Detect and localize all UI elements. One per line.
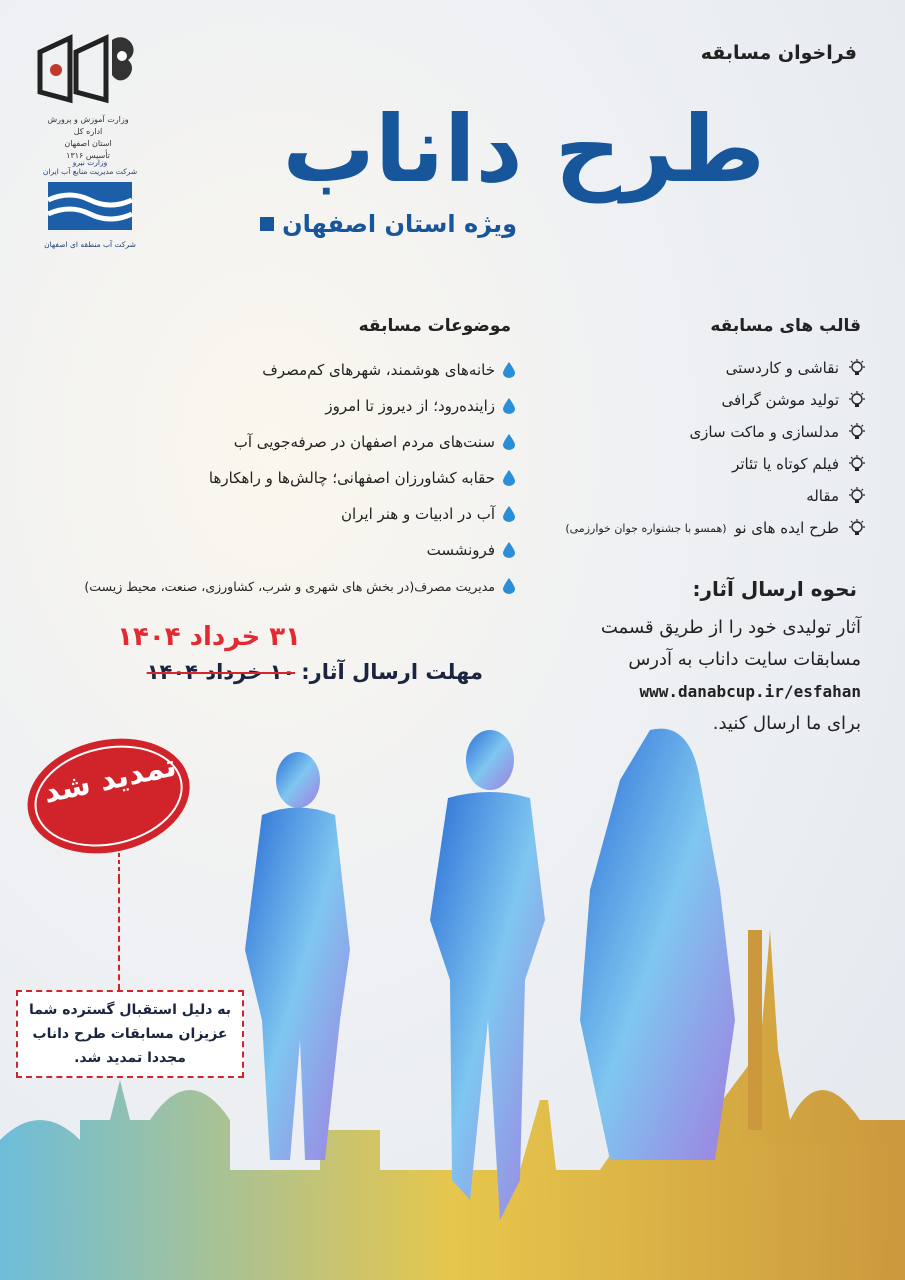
submission-line: مسابقات سایت داناب به آدرس [628, 649, 861, 670]
format-text: مقاله [806, 487, 839, 505]
water-drop-icon [503, 542, 515, 558]
stamp-text: تمدید شد [40, 748, 180, 811]
format-text: مدلسازی و ماکت سازی [689, 423, 839, 441]
submission-title: نحوه ارسال آثار: [692, 577, 857, 601]
lightbulb-icon [847, 454, 867, 474]
water-company-logo [40, 158, 140, 268]
old-deadline-date: ۱۰ خرداد ۱۴۰۴ [146, 660, 296, 684]
formats-title: قالب های مسابقه [710, 316, 861, 336]
list-item [15, 352, 515, 388]
figure-woman [580, 729, 735, 1160]
lightbulb-icon [847, 486, 867, 506]
figure-man [245, 752, 350, 1160]
education-logo-line: وزارت آموزش و پرورش [47, 115, 129, 124]
submission-line: برای ما ارسال کنید. [712, 713, 861, 734]
water-logo-top2: شرکت مدیریت منابع آب ایران [42, 167, 138, 176]
lightbulb-icon [847, 358, 867, 378]
list-item [15, 388, 515, 424]
deadline-label: مهلت ارسال آثار: [301, 660, 483, 684]
new-deadline-date: ۳۱ خرداد ۱۴۰۴ [117, 622, 301, 652]
notice-line: مجددا تمدید شد. [74, 1050, 186, 1066]
format-text: نقاشی و کاردستی [725, 359, 839, 377]
submission-line: آثار تولیدی خود را از طریق قسمت [600, 617, 861, 638]
call-for-entries-label: فراخوان مسابقه [700, 42, 857, 64]
format-text: تولید موشن گرافی [721, 391, 839, 409]
topic-text: سنت‌های مردم اصفهان در صرفه‌جویی آب [233, 433, 495, 451]
lightbulb-icon [847, 422, 867, 442]
water-company-icon [40, 176, 140, 236]
notice-line: به دلیل استقبال گسترده شما [28, 1002, 232, 1018]
topics-list [15, 352, 515, 604]
lightbulb-icon [847, 518, 867, 538]
water-drop-icon [503, 578, 515, 594]
format-text: طرح ایده های نو [734, 519, 839, 537]
education-logo-year: تأسیس ۱۳۱۶ [66, 151, 110, 160]
page-title: طرح داناب [282, 96, 765, 203]
topic-text: حقابه کشاورزان اصفهانی؛ چالش‌ها و راهکارها [208, 469, 495, 487]
extension-notice [16, 990, 244, 1078]
topic-text: زاینده‌رود؛ از دیروز تا امروز [325, 397, 495, 415]
education-logo-line: استان اصفهان [64, 139, 112, 148]
deadline [147, 660, 483, 684]
website-link[interactable]: www.danabcup.ir/esfahan [639, 682, 861, 701]
topics-title: موضوعات مسابقه [358, 316, 511, 336]
page-subtitle [260, 210, 517, 238]
format-text: فیلم کوتاه یا تئاتر [732, 455, 839, 473]
education-logo-icon [32, 30, 144, 110]
list-item [507, 480, 867, 512]
list-item [15, 424, 515, 460]
notice-line: عزیزان مسابقات طرح داناب [32, 1026, 228, 1042]
stamp-connector [118, 878, 122, 990]
list-item [507, 448, 867, 480]
list-item [507, 512, 867, 544]
water-logo-top: وزارت نیرو [72, 158, 108, 167]
topic-text: فرونشست [426, 541, 495, 559]
list-item [15, 568, 515, 604]
format-note: (همسو با جشنواره جوان خوارزمی) [565, 521, 727, 535]
education-department-logo [32, 30, 144, 160]
topic-text: مدیریت مصرف(در بخش های شهری و شرب، کشاورزی، صنعت، محیط زیست) [84, 578, 495, 594]
list-item [15, 496, 515, 532]
education-logo-line: اداره کل [73, 127, 103, 136]
lightbulb-icon [847, 390, 867, 410]
square-bullet-icon [260, 217, 274, 231]
topic-text: خانه‌های هوشمند، شهرهای کم‌مصرف [262, 361, 495, 379]
subtitle-text: ویژه استان اصفهان [282, 210, 517, 238]
list-item [507, 352, 867, 384]
topic-text: آب در ادبیات و هنر ایران [340, 505, 495, 523]
list-item [15, 460, 515, 496]
list-item [507, 416, 867, 448]
formats-list [507, 352, 867, 544]
extended-stamp [14, 718, 204, 878]
water-logo-bottom: شرکت آب منطقه ای اصفهان [44, 240, 136, 249]
list-item [507, 384, 867, 416]
list-item [15, 532, 515, 568]
